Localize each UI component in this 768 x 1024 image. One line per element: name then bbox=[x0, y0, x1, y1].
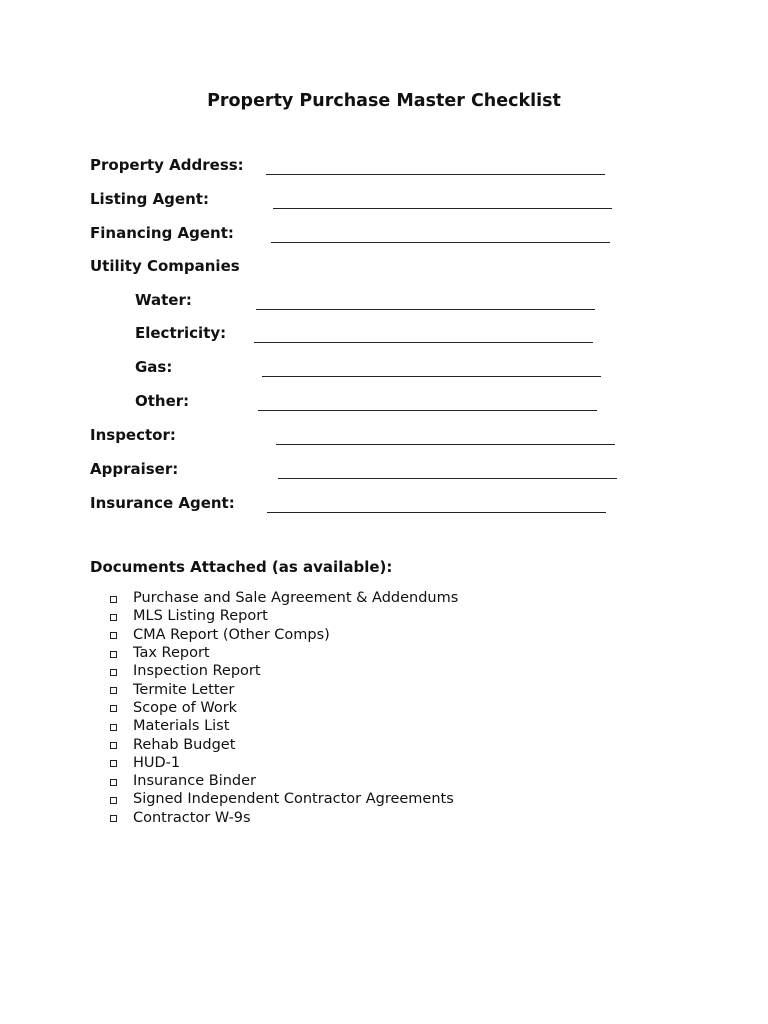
checklist-item[interactable] bbox=[110, 717, 458, 735]
page-title: Property Purchase Master Checklist bbox=[207, 91, 561, 111]
water-field[interactable] bbox=[256, 309, 595, 310]
checkbox-icon[interactable] bbox=[110, 724, 117, 731]
financing-agent-field[interactable] bbox=[271, 242, 610, 243]
other-field[interactable] bbox=[258, 410, 597, 411]
checklist-item[interactable] bbox=[110, 680, 458, 698]
checklist-item-label: Termite Letter bbox=[133, 681, 235, 698]
checklist-item[interactable] bbox=[110, 644, 458, 662]
checkbox-icon[interactable] bbox=[110, 742, 117, 749]
electricity-field[interactable] bbox=[254, 342, 593, 343]
checklist-item[interactable] bbox=[110, 735, 458, 753]
property-address-label: Property Address: bbox=[90, 156, 244, 174]
checklist-item-label: Insurance Binder bbox=[133, 773, 257, 790]
checklist-item[interactable] bbox=[110, 790, 458, 808]
checklist-item[interactable] bbox=[110, 754, 458, 772]
property-address-field[interactable] bbox=[266, 174, 605, 175]
inspector-field[interactable] bbox=[276, 444, 615, 445]
checkbox-icon[interactable] bbox=[110, 669, 117, 676]
checklist-item-label: Inspection Report bbox=[133, 663, 261, 680]
financing-agent-label: Financing Agent: bbox=[90, 224, 234, 242]
appraiser-field[interactable] bbox=[278, 478, 617, 479]
checklist-item[interactable] bbox=[110, 772, 458, 790]
checklist-item-label: CMA Report (Other Comps) bbox=[133, 626, 330, 643]
checkbox-icon[interactable] bbox=[110, 651, 117, 658]
checkbox-icon[interactable] bbox=[110, 596, 117, 603]
insurance-agent-field[interactable] bbox=[267, 512, 606, 513]
checkbox-icon[interactable] bbox=[110, 687, 117, 694]
checklist-item-label: Scope of Work bbox=[133, 699, 238, 716]
checklist-item[interactable] bbox=[110, 626, 458, 644]
checkbox-icon[interactable] bbox=[110, 815, 117, 822]
checklist-item-label: Materials List bbox=[133, 718, 230, 735]
checkbox-icon[interactable] bbox=[110, 797, 117, 804]
gas-field[interactable] bbox=[262, 376, 601, 377]
checklist-item[interactable] bbox=[110, 809, 458, 827]
appraiser-label: Appraiser: bbox=[90, 460, 179, 478]
other-label: Other: bbox=[135, 392, 190, 410]
insurance-agent-label: Insurance Agent: bbox=[90, 494, 235, 512]
checkbox-icon[interactable] bbox=[110, 760, 117, 767]
checklist-item-label: Rehab Budget bbox=[133, 736, 236, 753]
inspector-label: Inspector: bbox=[90, 426, 176, 444]
electricity-label: Electricity: bbox=[135, 324, 227, 342]
checklist-item[interactable] bbox=[110, 589, 458, 607]
checkbox-icon[interactable] bbox=[110, 632, 117, 639]
checklist-item-label: MLS Listing Report bbox=[133, 608, 268, 625]
utility-companies-label: Utility Companies bbox=[90, 257, 240, 275]
checklist-item-label: Tax Report bbox=[133, 645, 210, 662]
documents-heading: Documents Attached (as available): bbox=[90, 558, 393, 576]
checkbox-icon[interactable] bbox=[110, 779, 117, 786]
listing-agent-field[interactable] bbox=[273, 208, 612, 209]
checklist-item-label: Purchase and Sale Agreement & Addendums bbox=[133, 590, 459, 607]
checklist-item-label: Signed Independent Contractor Agreements bbox=[133, 791, 454, 808]
checklist-item[interactable] bbox=[110, 699, 458, 717]
checklist-item-label: Contractor W-9s bbox=[133, 809, 251, 826]
water-label: Water: bbox=[135, 291, 192, 309]
listing-agent-label: Listing Agent: bbox=[90, 190, 209, 208]
checklist-item[interactable] bbox=[110, 607, 458, 625]
checklist-item[interactable] bbox=[110, 662, 458, 680]
documents-checklist bbox=[110, 589, 458, 827]
gas-label: Gas: bbox=[135, 358, 173, 376]
checklist-item-label: HUD-1 bbox=[133, 754, 181, 771]
checkbox-icon[interactable] bbox=[110, 614, 117, 621]
checkbox-icon[interactable] bbox=[110, 705, 117, 712]
